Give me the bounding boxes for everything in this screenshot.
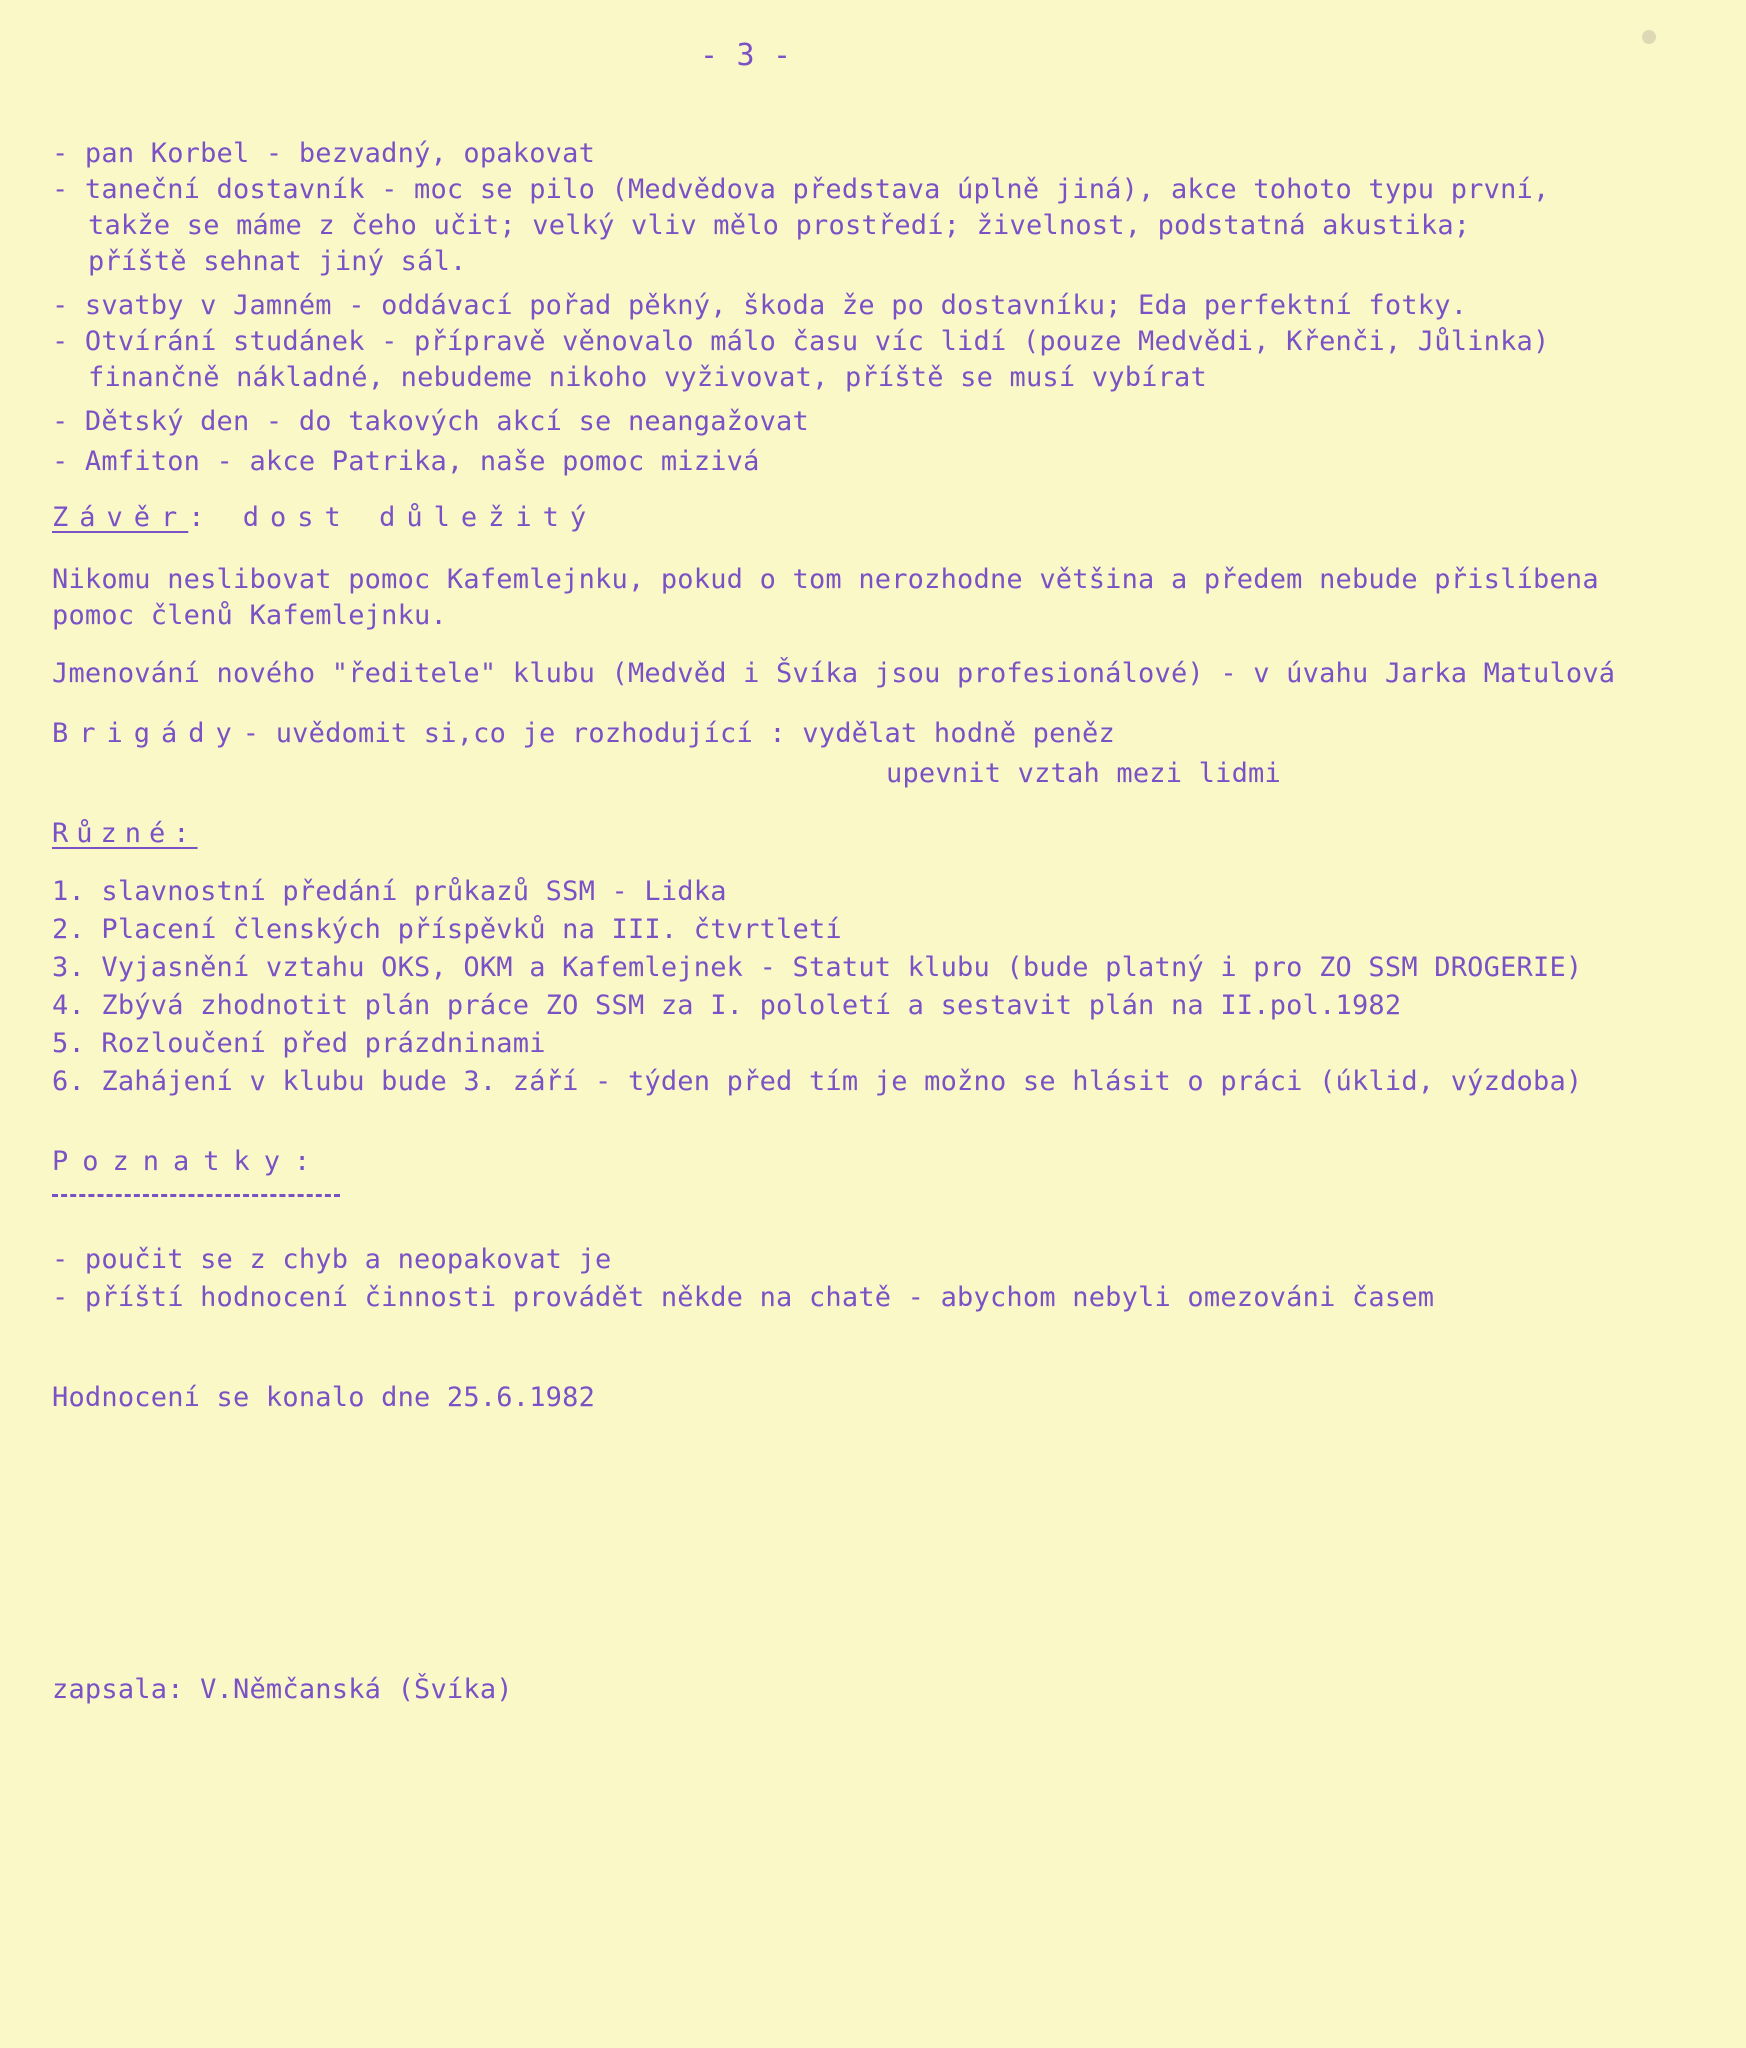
brigady-continuation: upevnit vztah mezi lidmi bbox=[886, 758, 1281, 789]
page-number: - 3 - bbox=[700, 38, 792, 73]
zaver-heading-word: Závěr bbox=[52, 502, 189, 533]
date-line: Hodnocení se konalo dne 25.6.1982 bbox=[52, 1382, 596, 1413]
section-heading-zaver bbox=[52, 502, 597, 534]
list-item: 1. slavnostní předání průkazů SSM - Lidka bbox=[52, 876, 727, 907]
list-item: 2. Placení členských příspěvků na III. čtvrtletí bbox=[52, 914, 842, 945]
paragraph: pomoc členů Kafemlejnku. bbox=[52, 600, 447, 631]
list-item: - taneční dostavník - moc se pilo (Medvědova představa úplně jiná), akce tohoto typu první, bbox=[52, 174, 1550, 205]
list-item: - svatby v Jamném - oddávací pořad pěkný, škoda že po dostavníku; Eda perfektní fotky. bbox=[52, 290, 1468, 321]
list-item: příště sehnat jiný sál. bbox=[88, 246, 467, 277]
list-item: takže se máme z čeho učit; velký vliv mělo prostředí; živelnost, podstatná akustika; bbox=[88, 210, 1471, 241]
zaver-heading-rest: : dost důležitý bbox=[188, 502, 598, 533]
list-item: - Amfiton - akce Patrika, naše pomoc mizivá bbox=[52, 446, 760, 477]
list-item: 4. Zbývá zhodnotit plán práce ZO SSM za I. pololetí a sestavit plán na II.pol.1982 bbox=[52, 990, 1402, 1021]
list-item: 3. Vyjasnění vztahu OKS, OKM a Kafemlejnek - Statut klubu (bude platný i pro ZO SSM DROGERIE) bbox=[52, 952, 1583, 983]
brigady-text: - uvědomit si,co je rozhodující : vydělat hodně peněz bbox=[242, 718, 1115, 749]
list-item: 5. Rozloučení před prázdninami bbox=[52, 1028, 546, 1059]
list-item: - příští hodnocení činnosti provádět někde na chatě - abychom nebyli omezováni časem bbox=[52, 1282, 1435, 1313]
brigady-label: Brigády bbox=[52, 718, 243, 749]
section-heading-poznatky: Poznatky: bbox=[52, 1146, 325, 1177]
list-item: - poučit se z chyb a neopakovat je bbox=[52, 1244, 612, 1275]
list-item: - Otvírání studánek - přípravě věnovalo málo času víc lidí (pouze Medvědi, Křenči, Jůlinka) bbox=[52, 326, 1550, 357]
list-item: finančně nákladné, nebudeme nikoho vyživovat, příště se musí vybírat bbox=[88, 362, 1207, 393]
section-heading-ruzne: Různé: bbox=[52, 818, 198, 849]
list-item: 6. Zahájení v klubu bude 3. září - týden před tím je možno se hlásit o práci (úklid, výzdoba) bbox=[52, 1066, 1583, 1097]
paragraph: Jmenování nového "ředitele" klubu (Medvěd i Švíka jsou profesionálové) - v úvahu Jarka Matulová bbox=[52, 658, 1616, 689]
heading-underline bbox=[52, 1194, 340, 1197]
paper-stain bbox=[1642, 30, 1656, 44]
signature: zapsala: V.Němčanská (Švíka) bbox=[52, 1674, 513, 1705]
brigady-line bbox=[52, 718, 1115, 750]
paragraph: Nikomu neslibovat pomoc Kafemlejnku, pokud o tom nerozhodne většina a předem nebude přislíbena bbox=[52, 564, 1599, 595]
list-item: - pan Korbel - bezvadný, opakovat bbox=[52, 138, 596, 169]
list-item: - Dětský den - do takových akcí se neangažovat bbox=[52, 406, 809, 437]
